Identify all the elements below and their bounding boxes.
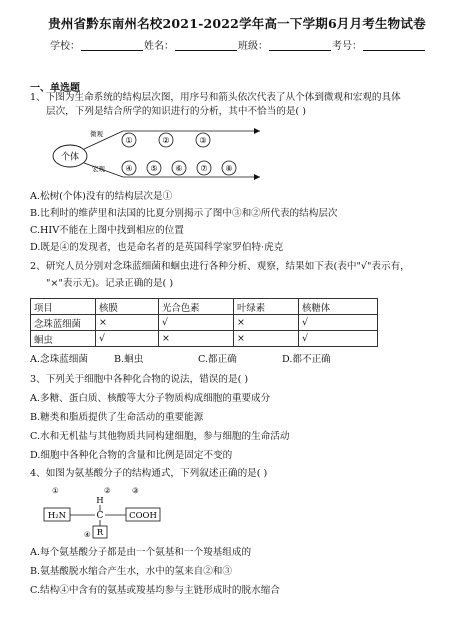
top-circle-1	[122, 133, 136, 147]
bottom-circle-4	[122, 161, 136, 175]
table-cell: √	[159, 315, 234, 331]
table-row	[31, 331, 378, 347]
macro-label: 宏观	[92, 165, 105, 173]
q4-option-a[interactable]: A.每个氨基酸分子都是由一个氨基和一个羧基组成的	[30, 547, 252, 558]
school-label: 学校：	[50, 41, 80, 52]
formula-label-4: ④	[84, 530, 91, 539]
svg-text:④: ④	[125, 164, 133, 173]
table-row	[31, 315, 378, 331]
q1-option-d[interactable]: D.既是④的发现者，也是命名者的是英国科学家罗伯特·虎克	[30, 242, 284, 253]
svg-text:③: ③	[199, 136, 207, 145]
svg-text:①: ①	[125, 136, 133, 145]
section-heading: 一、单选题	[30, 83, 80, 94]
class-label: 班级：	[238, 41, 268, 52]
school-blank[interactable]	[81, 40, 143, 51]
table-cell: ×	[96, 315, 159, 331]
q4-option-c[interactable]: C.结构④中含有的氨基或羧基均参与主链形成时的脱水缩合	[30, 585, 280, 596]
q2-results-table	[30, 298, 378, 347]
table-header-cell: 核膜	[96, 299, 159, 315]
svg-text:②: ②	[162, 136, 170, 145]
life-levels-diagram	[28, 122, 268, 184]
formula-label-1: ①	[52, 486, 59, 495]
name-blank[interactable]	[175, 40, 237, 51]
macro-arrowhead	[254, 174, 260, 180]
q2-stem-line2: "×"表示无)。记录正确的是( )	[46, 278, 174, 289]
number-blank[interactable]	[363, 40, 425, 51]
table-cell: ×	[234, 315, 299, 331]
svg-text:⑧: ⑧	[225, 164, 233, 173]
table-cell: 蛔虫	[31, 331, 96, 347]
top-circle-3	[196, 133, 210, 147]
q1-option-a[interactable]: A.松树(个体)没有的结构层次是①	[30, 191, 173, 202]
formula-h2n: H₂N	[47, 511, 67, 521]
class-blank[interactable]	[269, 40, 331, 51]
q3-stem: 3、下列关于细胞中各种化合物的说法，错误的是( )	[30, 374, 249, 385]
micro-arrowhead	[254, 128, 260, 134]
table-header-cell: 光合色素	[159, 299, 234, 315]
q3-option-d[interactable]: D.细胞中各种化合物的含量和比例是固定不变的	[30, 450, 233, 461]
formula-cooh: COOH	[129, 511, 157, 521]
name-label: 姓名：	[144, 41, 174, 52]
table-cell: 念珠蓝细菌	[31, 315, 96, 331]
svg-text:⑦: ⑦	[200, 164, 208, 173]
svg-text:⑥: ⑥	[175, 164, 183, 173]
bottom-circle-7	[197, 161, 211, 175]
table-cell: √	[96, 331, 159, 347]
individual-node	[53, 145, 87, 167]
formula-h: H	[96, 496, 104, 506]
q1-option-b[interactable]: B.比利时的维萨里和法国的比夏分别揭示了图中③和②所代表的结构层次	[30, 208, 338, 219]
table-header-row	[31, 299, 378, 315]
bottom-circle-8	[222, 161, 236, 175]
q4-stem: 4、如图为氨基酸分子的结构通式，下列叙述正确的是( )	[30, 468, 268, 479]
top-circle-2	[159, 133, 173, 147]
student-info-line	[50, 37, 426, 52]
table-cell: √	[299, 315, 378, 331]
q2-options-row	[30, 354, 331, 366]
q3-option-a[interactable]: A.多糖、蛋白质、核酸等大分子物质构成细胞的重要成分	[30, 393, 271, 404]
q1-stem-line1: 1、下图为生命系统的结构层次图，用序号和箭头依次代表了从个体到微观和宏观的具体	[30, 92, 401, 103]
amino-acid-formula	[40, 484, 190, 542]
bottom-circle-5	[147, 161, 161, 175]
q2-stem-line1: 2、研究人员分别对念珠蓝细菌和蛔虫进行各种分析、观察，结果如下表(表中"√"表示有，	[30, 261, 410, 272]
table-cell: √	[299, 331, 378, 347]
micro-label: 微观	[90, 130, 103, 138]
formula-label-2: ②	[104, 486, 111, 495]
q1-option-c[interactable]: C.HIV不能在上图中找到相应的位置	[30, 225, 184, 236]
q2-option-d[interactable]: D.都不正确	[282, 354, 331, 365]
q1-stem-line2: 层次，下列是结合所学的知识进行的分析，其中不恰当的是( )	[46, 106, 306, 117]
formula-r: R	[96, 528, 104, 538]
q4-option-b[interactable]: B.氨基酸脱水缩合产生水，水中的氢来自②和③	[30, 566, 232, 577]
table-header-cell: 核糖体	[299, 299, 378, 315]
table-header-cell: 叶绿素	[234, 299, 299, 315]
table-cell: ×	[159, 331, 234, 347]
number-label: 考号：	[332, 41, 362, 52]
table-header-cell: 项目	[31, 299, 96, 315]
q2-option-a[interactable]: A.念珠蓝细菌	[30, 354, 88, 365]
formula-c: C	[96, 511, 104, 521]
svg-text:⑤: ⑤	[150, 164, 158, 173]
q3-option-b[interactable]: B.糖类和脂质提供了生命活动的重要能源	[30, 412, 204, 423]
q2-option-c[interactable]: C.都正确	[198, 354, 237, 365]
q3-option-c[interactable]: C.水和无机盐与其他物质共同构建细胞，参与细胞的生命活动	[30, 431, 290, 442]
formula-label-3: ③	[132, 486, 139, 495]
bottom-circle-6	[172, 161, 186, 175]
exam-title: 贵州省黔东南州名校2021-2022学年高一下学期6月月考生物试卷	[48, 16, 426, 31]
q2-option-b[interactable]: B.蛔虫	[114, 354, 144, 365]
individual-label: 个体	[60, 152, 80, 163]
table-cell: ×	[234, 331, 299, 347]
